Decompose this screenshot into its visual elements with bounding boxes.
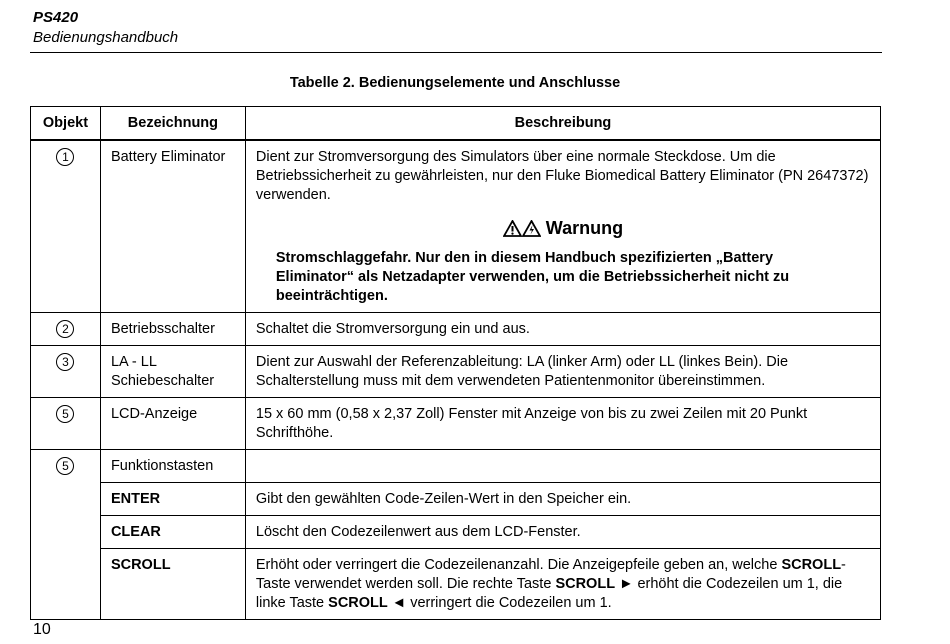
item-description: Gibt den gewählten Code-Zeilen-Wert in den Speicher ein. [245,483,880,516]
object-cell [31,398,101,450]
item-description [245,549,880,620]
object-cell [31,346,101,398]
warning-heading [256,217,870,239]
controls-table [30,106,881,620]
column-header-objekt: Objekt [31,107,101,141]
item-number-badge: 5 [56,405,74,423]
item-description-cell [245,140,880,313]
item-number-badge: 3 [56,353,74,371]
manual-title: Bedienungshandbuch [33,29,179,46]
item-description: Löscht den Codezeilenwert aus dem LCD-Fenster. [245,516,880,549]
electric-hazard-icon [522,220,541,237]
column-header-beschreibung: Beschreibung [245,107,880,141]
table-row [31,516,881,549]
column-header-bezeichnung: Bezeichnung [100,107,245,141]
item-name: Funktionstasten [100,450,245,483]
item-name: Betriebsschalter [100,313,245,346]
scroll-key-ref: SCROLL [781,557,842,573]
right-arrow-icon: ► [615,576,638,592]
table-row [31,398,881,450]
item-number-badge: 5 [56,457,74,475]
object-cell [31,140,101,313]
table-row [31,549,881,620]
table-row [31,483,881,516]
item-name: LA - LL Schiebeschalter [100,346,245,398]
item-number-badge: 2 [56,320,74,338]
item-description: Dient zur Auswahl der Referenzableitung: LA (linker Arm) oder LL (linkes Bein). Die Schalterstellung muss mit dem verwendeten Patientenmonitor übereinstimmen. [245,346,880,398]
warning-title: Warnung [545,218,624,238]
table-caption: Tabelle 2. Bedienungselemente und Anschlusse [289,75,621,91]
item-description: Schaltet die Stromversorgung ein und aus. [245,313,880,346]
key-name-clear: CLEAR [100,516,245,549]
product-name: PS420 [33,9,79,26]
object-cell [31,313,101,346]
item-name: LCD-Anzeige [100,398,245,450]
table-row [31,140,881,313]
scroll-desc-text: verringert die Codezeilen um 1. [410,595,612,611]
table-row [31,313,881,346]
scroll-desc-text: Erhöht oder verringert die Codezeilenanzahl. Die Anzeigepfeile geben an, welche [255,557,782,573]
item-description: 15 x 60 mm (0,58 x 2,37 Zoll) Fenster mit Anzeige von bis zu zwei Zeilen mit 20 Punkt Schrifthöhe. [245,398,880,450]
item-number-badge: 1 [56,148,74,166]
scroll-key-ref: SCROLL [328,595,388,611]
item-description: Dient zur Stromversorgung des Simulators über eine normale Steckdose. Um die Betriebssicherheit zu gewährleisten, nur den Fluke Biomedical Battery Eliminator (PN 2647372) verwenden. [255,149,869,203]
document-header [33,8,178,48]
table-row [31,450,881,483]
scroll-desc-text: erhöht die Codezeilen um 1, die linke Taste [255,576,843,611]
key-name-enter: ENTER [100,483,245,516]
item-name: Battery Eliminator [100,140,245,313]
scroll-key-ref: SCROLL [555,576,616,592]
object-cell [31,450,101,620]
page-number: 10 [33,621,51,638]
table-header-row [31,107,881,141]
left-arrow-icon: ◄ [387,595,411,611]
table-row [31,346,881,398]
warning-text: Stromschlaggefahr. Nur den in diesem Handbuch spezifizierten „Battery Eliminator“ als Netzadapter verwenden, um die Betriebssicherheit nicht zu beeinträchtigen. [275,250,790,304]
warning-triangle-icon [503,220,522,237]
item-description [245,450,880,483]
scroll-desc-text: -Taste verwendet werden soll. Die rechte Taste [255,557,846,592]
header-rule [30,52,882,53]
key-name-scroll: SCROLL [100,549,245,620]
